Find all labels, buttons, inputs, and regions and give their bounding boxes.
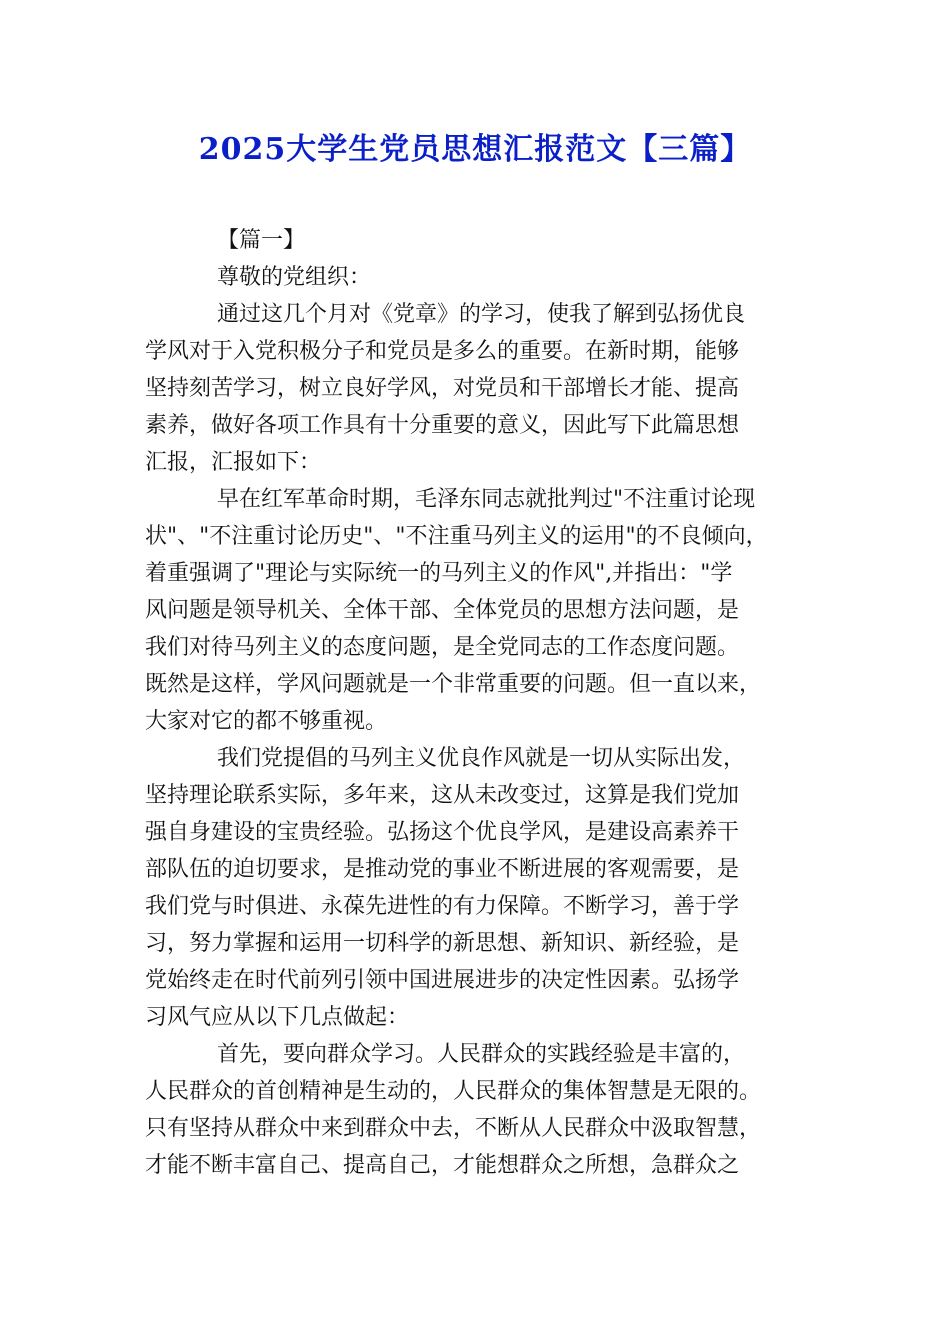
text-line: 着重强调了"理论与实际统一的马列主义的作风",并指出："学 bbox=[145, 561, 733, 586]
text-line: 大家对它的都不够重视。 bbox=[145, 709, 388, 734]
text-line: 尊敬的党组织： bbox=[217, 265, 372, 290]
text-line: 早在红军革命时期，毛泽东同志就批判过"不注重讨论现 bbox=[217, 487, 756, 512]
text-line: 我们党与时俱进、永葆先进性的有力保障。不断学习，善于学 bbox=[145, 894, 740, 919]
text-line: 我们党提倡的马列主义优良作风就是一切从实际出发， bbox=[217, 746, 746, 771]
text-line: 才能不断丰富自己、提高自己，才能想群众之所想，急群众之 bbox=[145, 1153, 740, 1178]
text-line: 首先，要向群众学习。人民群众的实践经验是丰富的， bbox=[217, 1042, 746, 1067]
text-line: 坚持刻苦学习，树立良好学风，对党员和干部增长才能、提高 bbox=[145, 376, 740, 401]
text-line: 只有坚持从群众中来到群众中去，不断从人民群众中汲取智慧， bbox=[145, 1116, 762, 1141]
text-line: 习，努力掌握和运用一切科学的新思想、新知识、新经验，是 bbox=[145, 931, 740, 956]
text-line: 学风对于入党积极分子和党员是多么的重要。在新时期，能够 bbox=[145, 339, 740, 364]
text-line: 党始终走在时代前列引领中国进展进步的决定性因素。弘扬学 bbox=[145, 968, 740, 993]
text-line: 状"、"不注重讨论历史"、"不注重马列主义的运用"的不良倾向， bbox=[145, 524, 768, 549]
text-line: 习风气应从以下几点做起： bbox=[145, 1005, 410, 1030]
document-body bbox=[145, 222, 815, 1184]
text-line: 既然是这样，学风问题就是一个非常重要的问题。但一直以来， bbox=[145, 672, 762, 697]
text-line: 素养，做好各项工作具有十分重要的意义，因此写下此篇思想 bbox=[145, 413, 740, 438]
text-line: 坚持理论联系实际，多年来，这从未改变过，这算是我们党加 bbox=[145, 783, 740, 808]
text-line: 风问题是领导机关、全体干部、全体党员的思想方法问题，是 bbox=[145, 598, 740, 623]
text-line: 人民群众的首创精神是生动的，人民群众的集体智慧是无限的。 bbox=[145, 1079, 762, 1104]
text-line: 强自身建设的宝贵经验。弘扬这个优良学风，是建设高素养干 bbox=[145, 820, 740, 845]
text-line: 汇报，汇报如下： bbox=[145, 450, 322, 475]
text-line: 通过这几个月对《党章》的学习，使我了解到弘扬优良 bbox=[217, 302, 746, 327]
text-line: 【篇一】 bbox=[217, 228, 306, 253]
text-line: 我们对待马列主义的态度问题，是全党同志的工作态度问题。 bbox=[145, 635, 740, 660]
text-line: 部队伍的迫切要求，是推动党的事业不断进展的客观需要，是 bbox=[145, 857, 740, 882]
document-title: 2025大学生党员思想汇报范文【三篇】 bbox=[198, 132, 752, 167]
